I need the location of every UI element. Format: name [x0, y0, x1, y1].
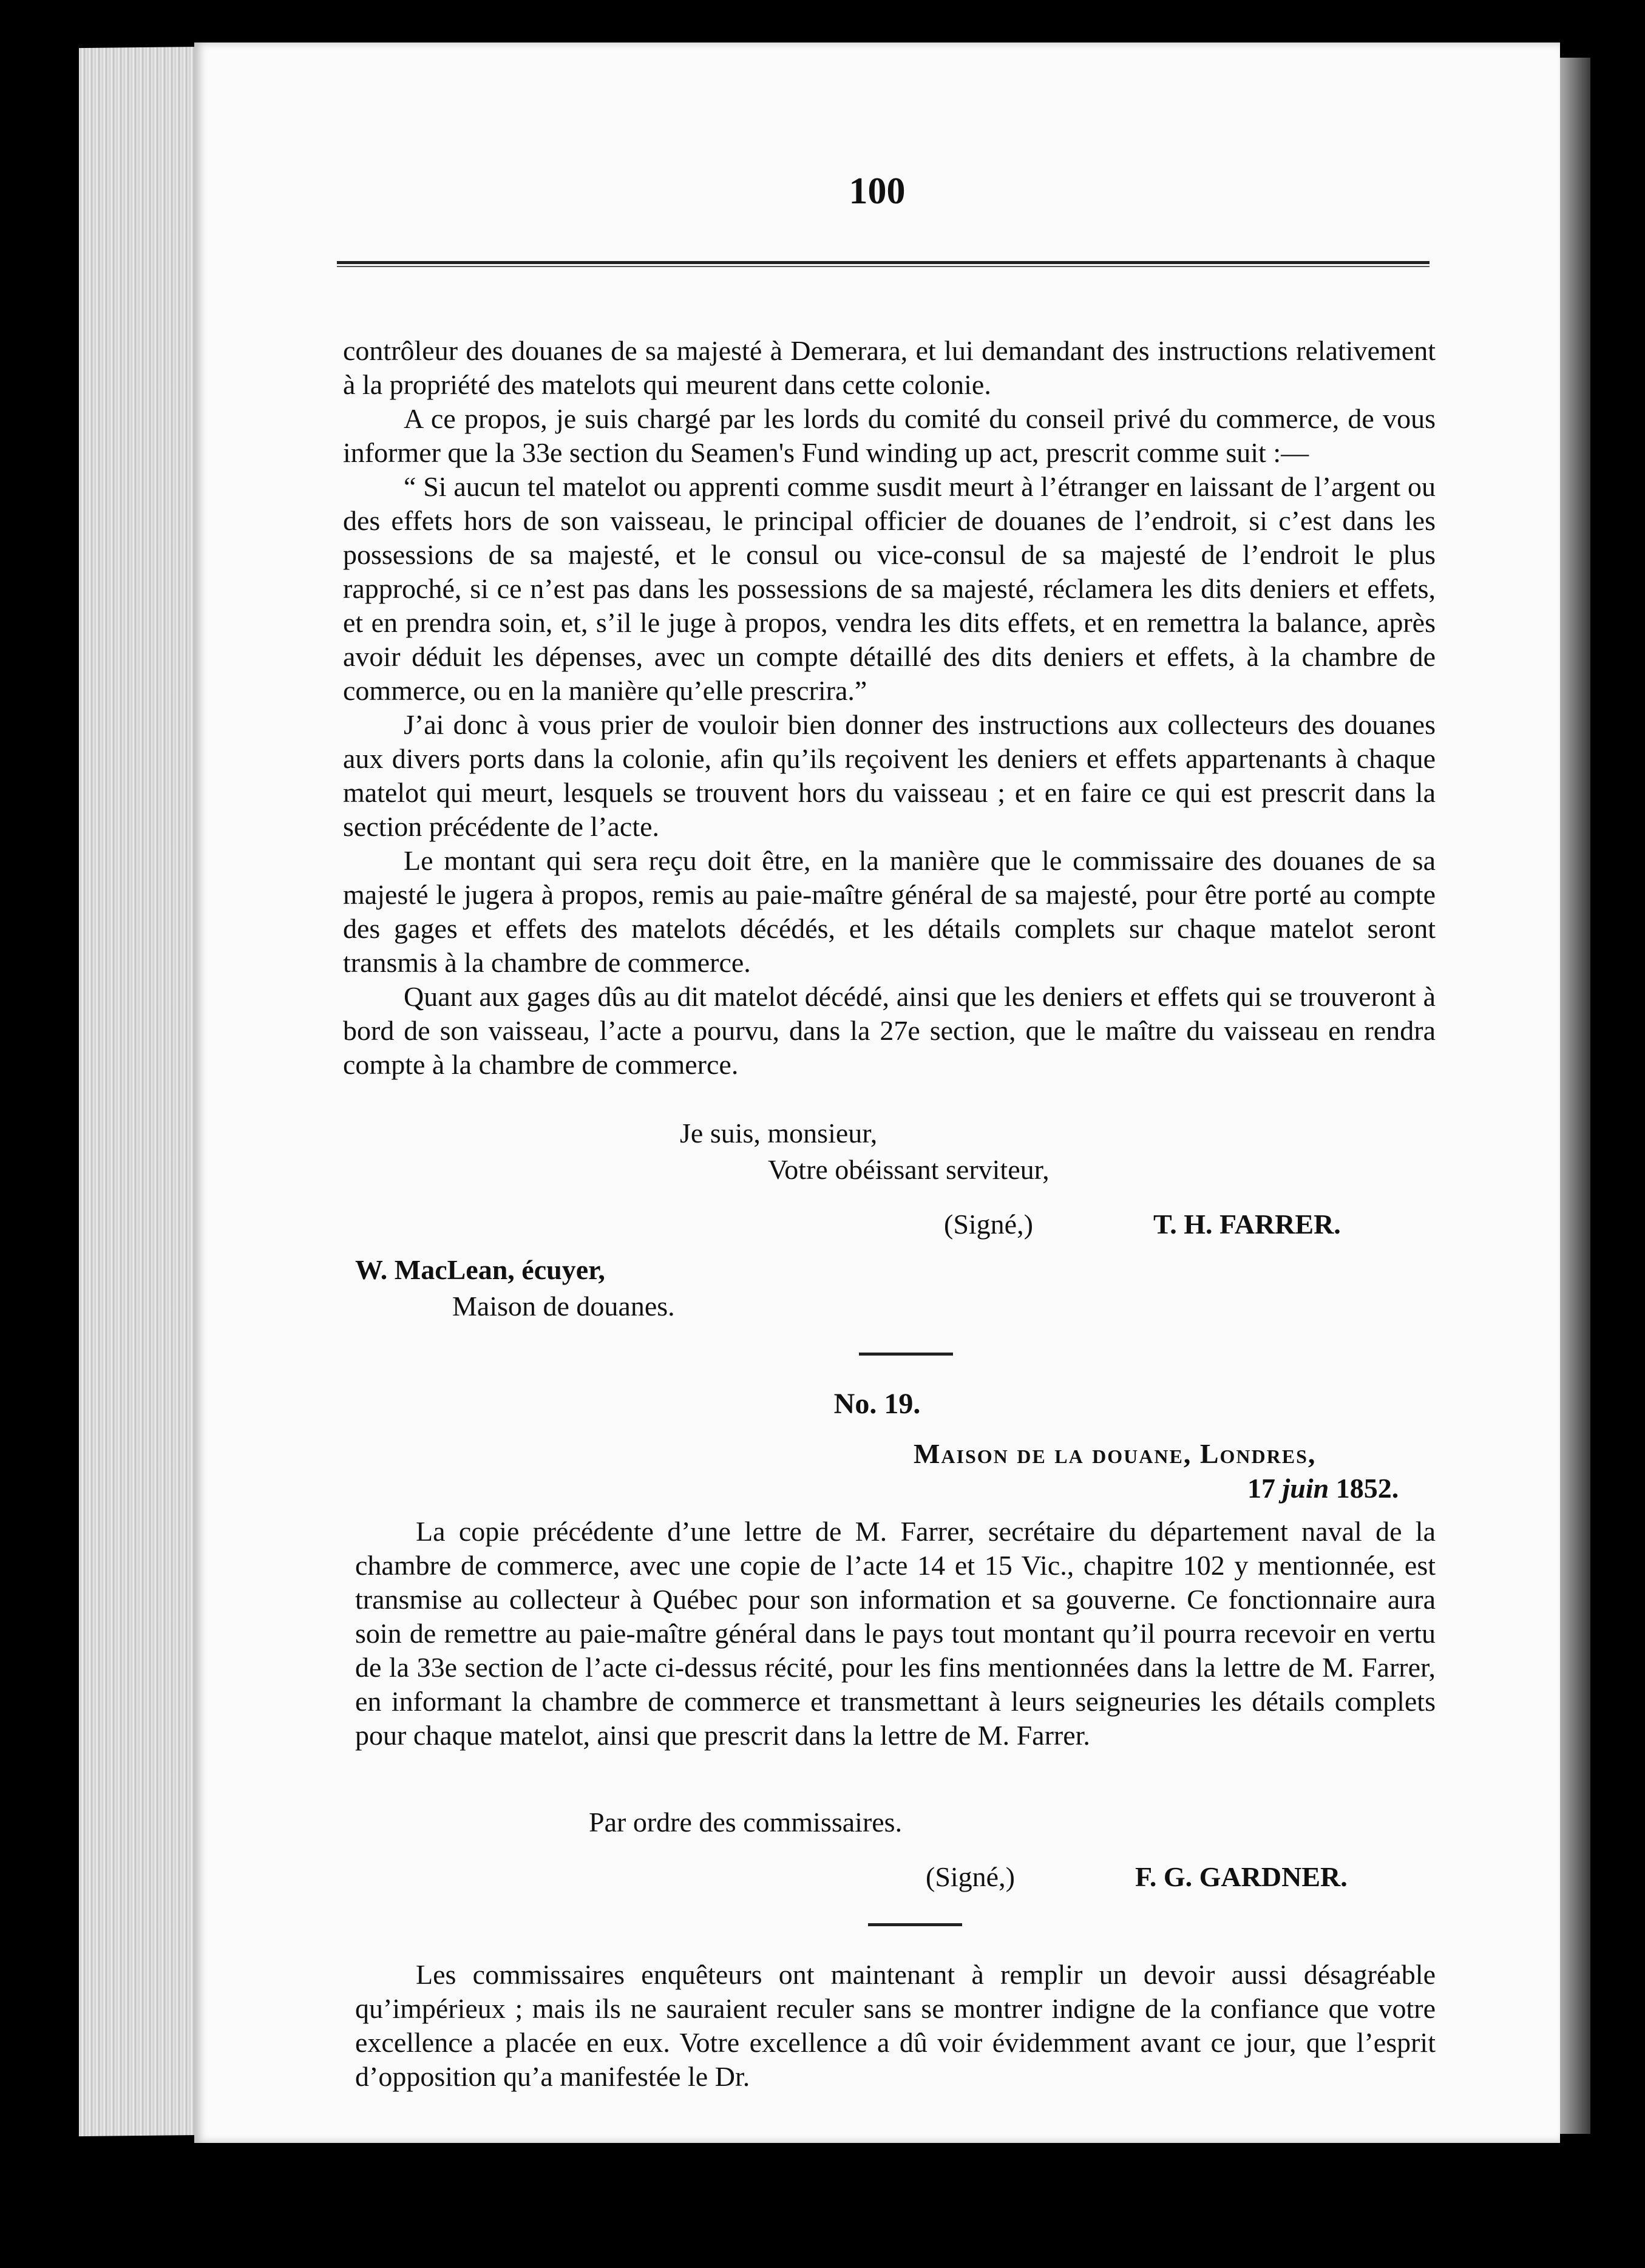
letter-paragraph-2: A ce propos, je suis chargé par les lords du comité du conseil privé du commerce, de vous informer que la 33e section du Seamen's Fund winding up act, prescrit comme suit :—: [343, 403, 1436, 468]
letter-paragraph-5: Le montant qui sera reçu doit être, en la manière que le commissaire des douanes de sa majesté le jugera à propos, remis au paie-maître général de sa majesté, pour être porté au compte des gages et effets des matelots décédés, et les détails complets sur chaque matelot seront transmis à la chambre de commerce.: [343, 845, 1436, 978]
letter-paragraph-3: “ Si aucun tel matelot ou apprenti comme susdit meurt à l’étranger en laissant de l’argent ou des effets hors de son vaisseau, le principal officier de douanes de l’endroit, si c’est dans les possessions de sa majesté, et le consul ou vice-consul de sa majesté de l’endroit le plus rapproché, si ce n’est pas dans les possessions de sa majesté, réclamera les dits deniers et effets, et en prendra soin, et, s’il le juge à propos, vendra les dits effets, et en remettra la balance, après avoir déduit les dépenses, avec un compte détaillé des dits deniers et effets, à la chambre de commerce, ou en la manière qu’elle prescrira.”: [343, 471, 1436, 706]
page-number: 100: [849, 171, 906, 212]
signed-label-2: (Signé,): [926, 1861, 1015, 1892]
letter-body: [343, 334, 1436, 1082]
signed-label-1: (Signé,): [944, 1209, 1033, 1240]
closing-line-2: Votre obéissant serviteur,: [768, 1154, 1050, 1185]
section-place: Maison de la douane, Londres,: [914, 1438, 1317, 1469]
signer-gardner: F. G. GARDNER.: [1135, 1861, 1348, 1892]
section-divider-1: [859, 1353, 953, 1356]
date-month: juin: [1282, 1473, 1329, 1504]
section-divider-2: [868, 1923, 962, 1926]
document-page: [194, 42, 1560, 2143]
letter-paragraph-4: J’ai donc à vous prier de vouloir bien donner des instructions aux collecteurs des douanes aux divers ports dans la colonie, afin qu’ils reçoivent les deniers et effets appartenants à chaque matelot qui meurt, lesquels se trouvent hors du vaisseau ; et en faire ce qui est prescrit dans la section précédente de l’acte.: [343, 709, 1436, 842]
header-rule: [337, 261, 1430, 267]
signer-farrer: T. H. FARRER.: [1153, 1209, 1341, 1240]
section-body: [355, 1515, 1436, 1753]
addressee-place: Maison de douanes.: [452, 1291, 675, 1322]
date-year: 1852.: [1335, 1473, 1399, 1504]
section-number: No. 19.: [833, 1388, 921, 1420]
section-paragraph: La copie précédente d’une lettre de M. Farrer, secrétaire du département naval de la chambre de commerce, avec une copie de l’acte 14 et 15 Vic., chapitre 102 y mentionnée, est transmise au collecteur à Québec pour son information et sa gouverne. Ce fonctionnaire aura soin de remettre au paie-maître général dans le pays tout montant qu’il pourra recevoir en vertu de la 33e section de l’acte ci-dessus récité, pour les fins mentionnées dans la lettre de M. Farrer, en informant la chambre de commerce et transmettant à leurs seigneuries les détails complets pour chaque matelot, ainsi que prescrit dans la lettre de M. Farrer.: [355, 1516, 1436, 1751]
closing-line-1: Je suis, monsieur,: [680, 1118, 878, 1149]
final-body: [355, 1958, 1436, 2094]
addressee-name: W. MacLean, écuyer,: [355, 1254, 605, 1285]
order-line: Par ordre des commissaires.: [589, 1807, 903, 1838]
date-day: 17: [1247, 1473, 1275, 1504]
letter-paragraph-1: contrôleur des douanes de sa majesté à Demerara, et lui demandant des instructions relativement à la propriété des matelots qui meurent dans cette colonie.: [343, 335, 1436, 400]
book-page-edges: [79, 47, 206, 2136]
letter-paragraph-6: Quant aux gages dûs au dit matelot décédé, ainsi que les deniers et effets qui se trouveront à bord de son vaisseau, l’acte a pourvu, dans la 27e section, que le maître du vaisseau en rendra compte à la chambre de commerce.: [343, 981, 1436, 1080]
final-paragraph: Les commissaires enquêteurs ont maintenant à remplir un devoir aussi désagréable qu’impérieux ; mais ils ne sauraient reculer sans se montrer indigne de la confiance que votre excellence a placée en eux. Votre excellence a dû voir évidemment avant ce jour, que l’esprit d’opposition qu’a manifestée le Dr.: [355, 1959, 1436, 2092]
section-date: [1247, 1472, 1399, 1504]
